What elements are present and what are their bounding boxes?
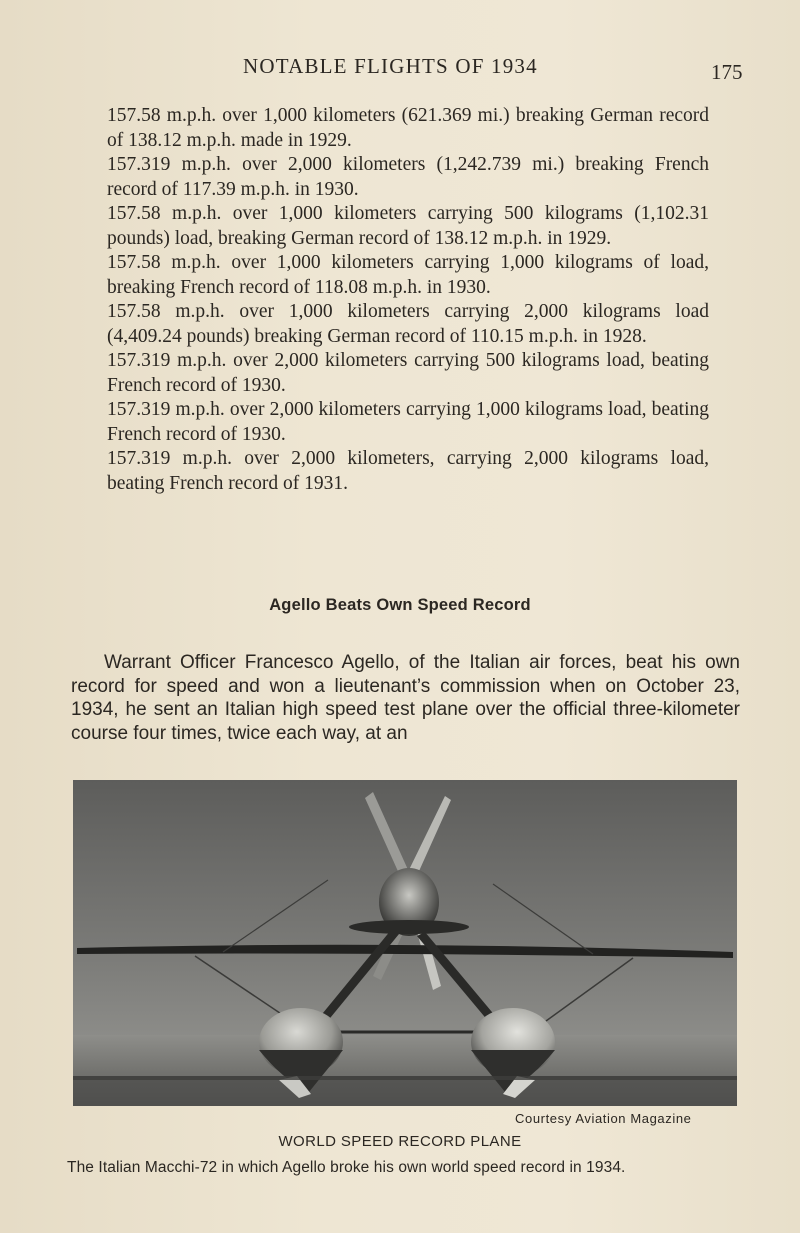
photo-credit: Courtesy Aviation Magazine	[515, 1111, 692, 1126]
body-paragraph: Warrant Officer Francesco Agello, of the Italian air forces, beat his own record for speed and won a lieutenant’s commission when on October 23, 1934, he sent an Italian high speed test plane over the official three-kilometer course four times, twice each way, at an	[71, 652, 740, 744]
record-item: 157.319 m.p.h. over 2,000 kilometers carrying 1,000 kilograms load, beating French record of 1930.	[107, 399, 709, 445]
record-item: 157.58 m.p.h. over 1,000 kilometers (621.369 mi.) breaking German record of 138.12 m.p.h. made in 1929.	[107, 105, 709, 151]
figure-caption: The Italian Macchi-72 in which Agello broke his own world speed record in 1934.	[67, 1159, 626, 1176]
record-item: 157.319 m.p.h. over 2,000 kilometers carrying 500 kilograms load, beating French record of 1930.	[107, 350, 709, 396]
record-item: 157.319 m.p.h. over 2,000 kilometers, carrying 2,000 kilograms load, beating French record of 1931.	[107, 448, 709, 494]
seaplane-illustration	[73, 780, 737, 1106]
record-list	[107, 104, 709, 496]
slipway	[73, 1076, 737, 1106]
record-item: 157.58 m.p.h. over 1,000 kilometers carrying 2,000 kilograms load (4,409.24 pounds) breaking German record of 110.15 m.p.h. in 1928.	[107, 301, 709, 347]
seaplane-photo	[73, 780, 737, 1106]
record-item: 157.58 m.p.h. over 1,000 kilometers carrying 1,000 kilograms of load, breaking French record of 118.08 m.p.h. in 1930.	[107, 252, 709, 298]
figure-title: WORLD SPEED RECORD PLANE	[278, 1133, 522, 1150]
record-item: 157.319 m.p.h. over 2,000 kilometers (1,242.739 mi.) breaking French record of 117.39 m.p.h. in 1930.	[107, 154, 709, 200]
record-item: 157.58 m.p.h. over 1,000 kilometers carrying 500 kilograms (1,102.31 pounds) load, breaking German record of 138.12 m.p.h. in 1929.	[107, 203, 709, 249]
section-heading: Agello Beats Own Speed Record	[269, 596, 531, 614]
running-title: NOTABLE FLIGHTS OF 1934	[243, 54, 538, 78]
page-number: 175	[711, 60, 743, 84]
tailplane	[349, 920, 469, 934]
